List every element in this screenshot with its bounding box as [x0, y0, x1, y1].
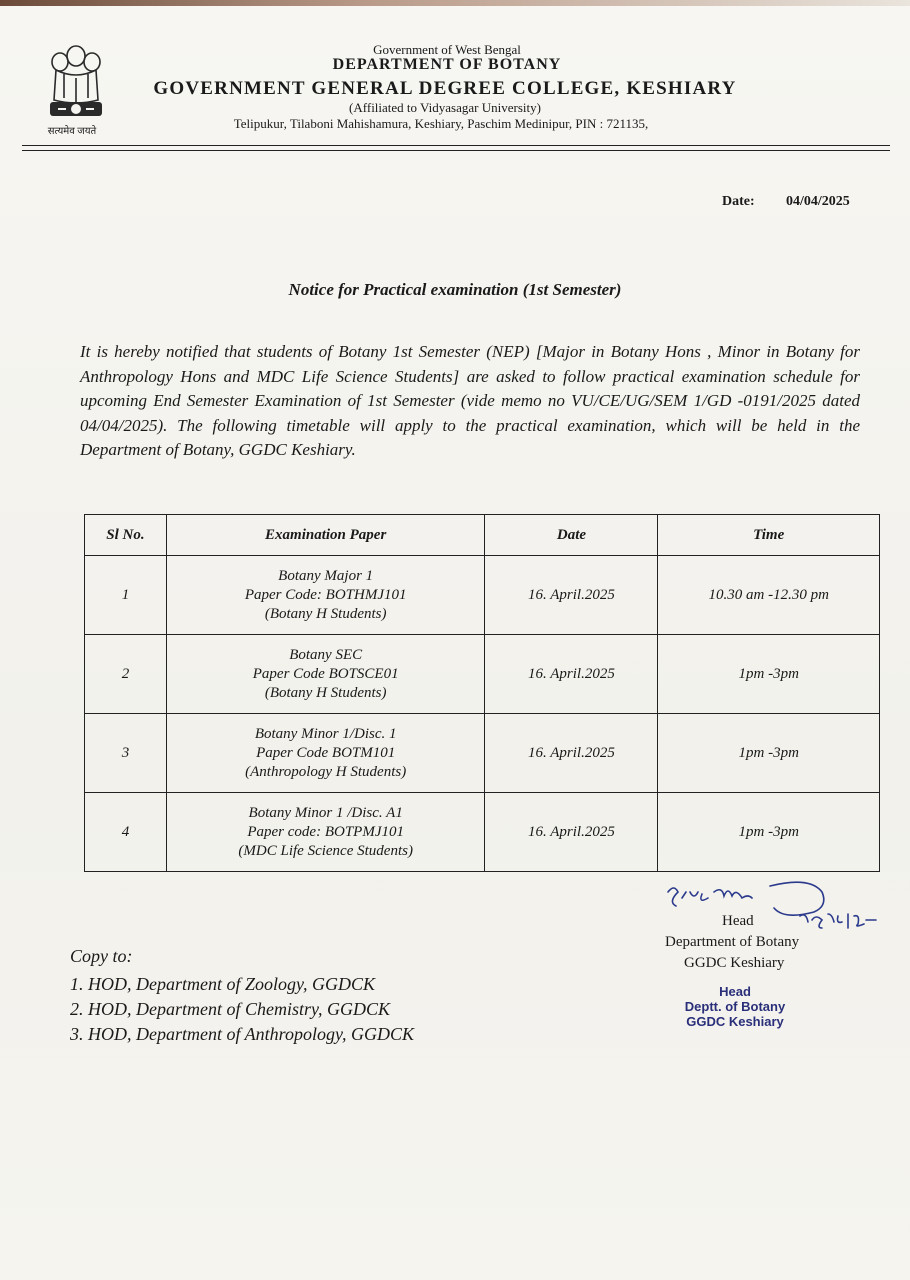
header-divider [22, 145, 890, 146]
cell-sl-no: 1 [85, 556, 167, 635]
cell-time: 1pm -3pm [658, 635, 880, 714]
stamp-line-dept: Deptt. of Botany [684, 999, 786, 1014]
paper-name: Botany Minor 1/Disc. 1 [254, 725, 397, 742]
header-divider-double [22, 150, 890, 151]
department-name: DEPARTMENT OF BOTANY [332, 56, 562, 73]
cell-sl-no: 3 [85, 714, 167, 793]
header-time: Time [658, 515, 880, 556]
header-date: Date [485, 515, 658, 556]
paper-name: Botany Major 1 [278, 567, 374, 584]
official-stamp [650, 984, 820, 1029]
paper-edge [0, 0, 910, 6]
government-name: Government of West Bengal [373, 42, 521, 57]
header-exam-paper: Examination Paper [166, 515, 485, 556]
exam-schedule-table [84, 514, 880, 872]
cell-exam-paper [166, 714, 485, 793]
notice-body: It is hereby notified that students of Botany 1st Semester (NEP) [Major in Botany Hons , Minor in Botany for Anthropology Hons and MDC Life Science Students] are asked to follow practical examination schedule for upcoming End Semester Examination of 1st Semester (vide memo no VU/CE/UG/SEM 1/GD -0191/2025 dated 04/04/2025). The following timetable will apply to the practical examination, which will be held in the Department of Botany, GGDC Keshiary. [80, 342, 860, 459]
paper-name: Botany Minor 1 /Disc. A1 [248, 804, 403, 821]
date-label: Date: [722, 194, 755, 209]
cell-time: 1pm -3pm [658, 714, 880, 793]
cell-date: 16. April.2025 [485, 714, 658, 793]
stamp-line-head: Head [719, 984, 751, 999]
stamp-line-college: GGDC Keshiary [686, 1014, 784, 1029]
paper-students: (Botany H Students) [264, 684, 387, 701]
signatory-college: GGDC Keshiary [684, 955, 785, 971]
college-address: Telipukur, Tilaboni Mahishamura, Keshiary, Paschim Medinipur, PIN : 721135, [233, 116, 649, 131]
copy-to-list [70, 972, 414, 1047]
list-item: 1. HOD, Department of Zoology, GGDCK [70, 974, 375, 994]
paper-code: Paper code: BOTPMJ101 [247, 823, 404, 840]
paper-students: (MDC Life Science Students) [238, 842, 413, 859]
signatory-department: Department of Botany [665, 934, 800, 950]
paper-students: (Anthropology H Students) [245, 763, 407, 780]
affiliation: (Affiliated to Vidyasagar University) [349, 100, 541, 115]
paper-name: Botany SEC [289, 646, 363, 663]
paper-code: Paper Code BOTSCE01 [252, 665, 399, 682]
paper-students: (Botany H Students) [264, 605, 387, 622]
date-value: 04/04/2025 [786, 194, 850, 209]
cell-exam-paper [166, 556, 485, 635]
header-sl-no: Sl No. [85, 515, 167, 556]
signatory-title: Head [722, 913, 754, 929]
cell-time: 10.30 am -12.30 pm [658, 556, 880, 635]
table-row [85, 793, 880, 872]
cell-date: 16. April.2025 [485, 635, 658, 714]
notice-title: Notice for Practical examination (1st Semester) [288, 280, 622, 299]
cell-date: 16. April.2025 [485, 556, 658, 635]
table-header-row [85, 515, 880, 556]
table-row [85, 714, 880, 793]
copy-to-title: Copy to: [70, 946, 133, 966]
table-row [85, 635, 880, 714]
list-item: 2. HOD, Department of Chemistry, GGDCK [70, 999, 390, 1019]
cell-time: 1pm -3pm [658, 793, 880, 872]
college-name: GOVERNMENT GENERAL DEGREE COLLEGE, KESHIARY [153, 78, 737, 99]
cell-sl-no: 2 [85, 635, 167, 714]
table-row [85, 556, 880, 635]
paper-code: Paper Code: BOTHMJ101 [244, 586, 407, 603]
cell-sl-no: 4 [85, 793, 167, 872]
list-item: 3. HOD, Department of Anthropology, GGDCK [70, 1024, 414, 1044]
cell-exam-paper [166, 635, 485, 714]
cell-exam-paper [166, 793, 485, 872]
emblem-motto: सत्यमेव जयते [47, 126, 97, 137]
paper-code: Paper Code BOTM101 [256, 744, 396, 761]
cell-date: 16. April.2025 [485, 793, 658, 872]
